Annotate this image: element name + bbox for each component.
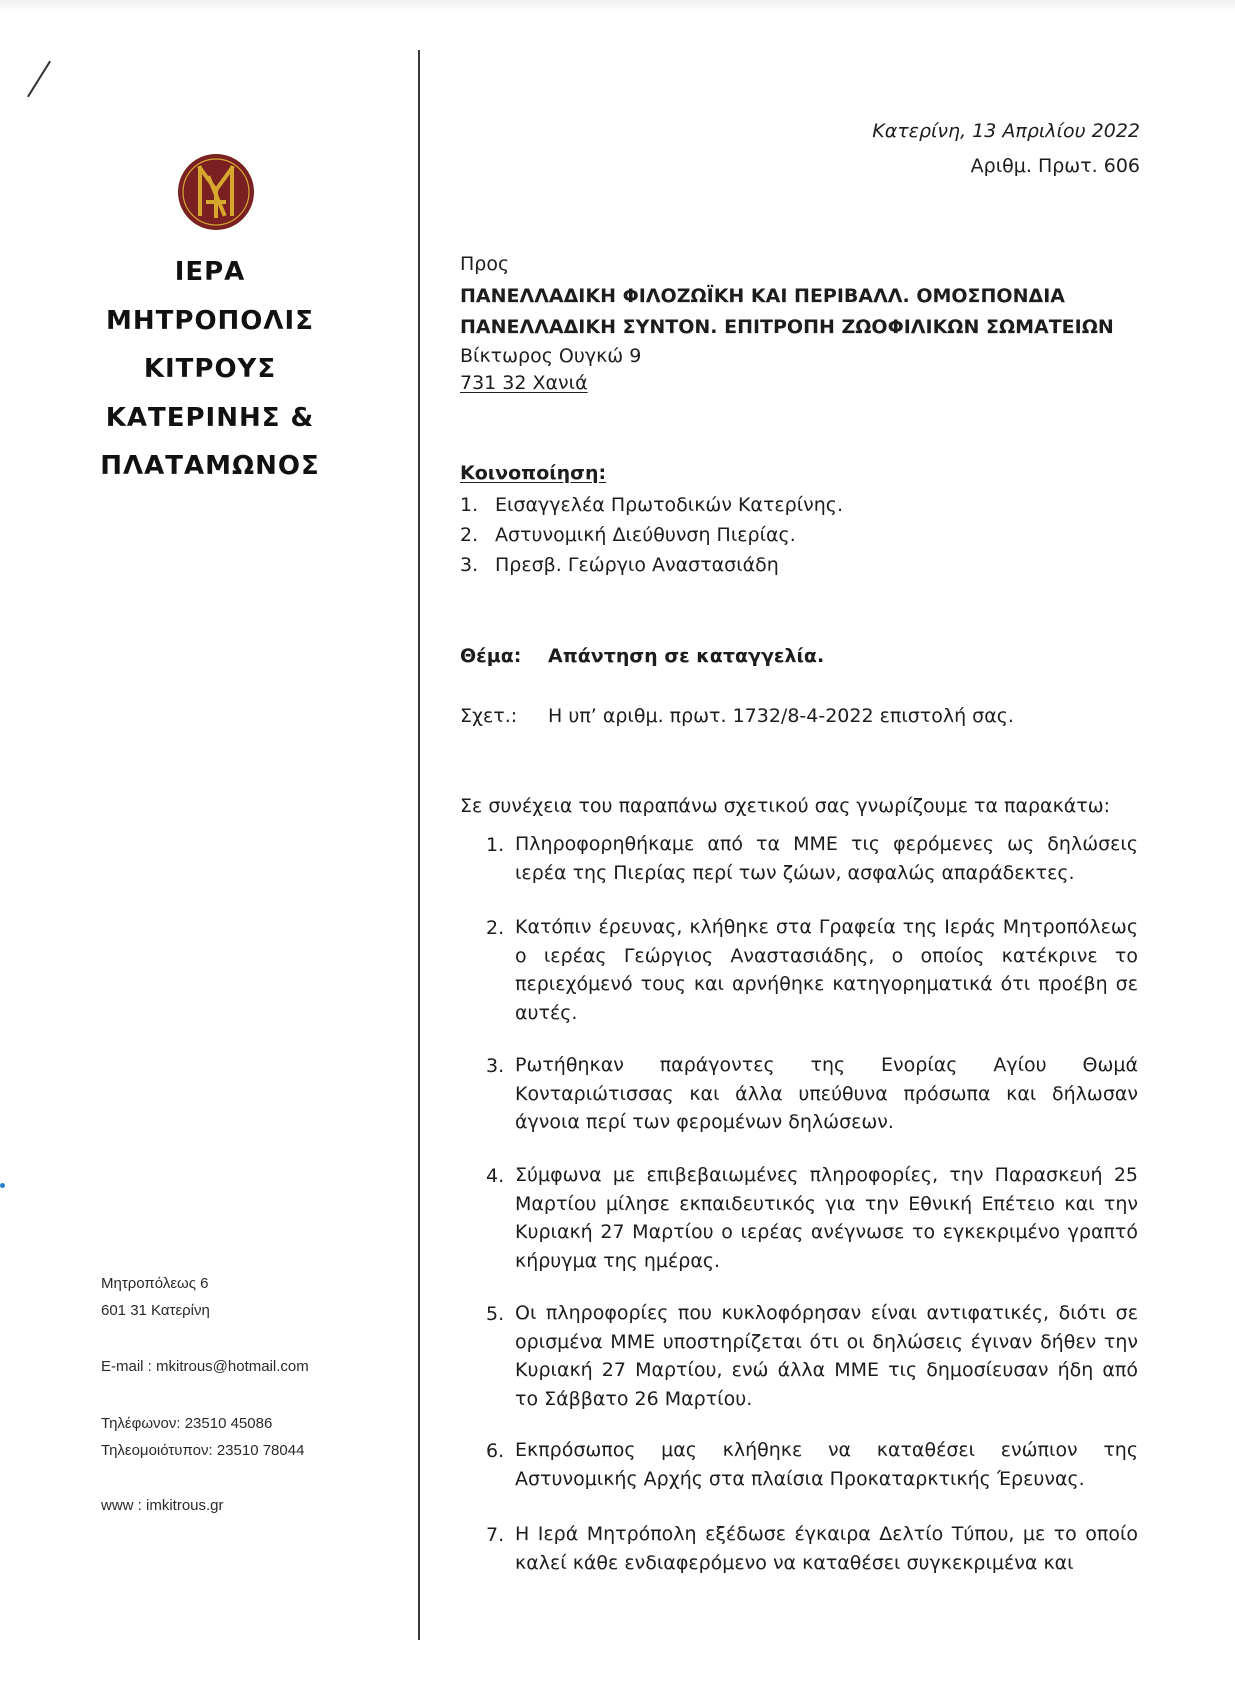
recipient-name-line: ΠΑΝΕΛΛΑΔΙΚΗ ΦΙΛΟΖΩΪΚΗ ΚΑΙ ΠΕΡΙΒΑΛΛ. ΟΜΟΣΠΟΝΔΙΑ xyxy=(460,285,1065,307)
org-name-line: ΜΗΤΡΟΠΟΛΙΣ xyxy=(106,305,314,336)
org-name-line: ΚΙΤΡΟΥΣ xyxy=(143,354,277,384)
cc-item-number: 2. xyxy=(460,524,479,546)
protocol-number: Αριθμ. Πρωτ. 606 xyxy=(970,155,1140,177)
subject-label: Θέμα: xyxy=(460,645,522,667)
point-text: Η Ιερά Μητρόπολη εξέδωσε έγκαιρα Δελτίο Τύπου, με το οποίο καλεί κάθε ενδιαφερόμενο να καταθέσει συγκεκριμένα και xyxy=(515,1523,1138,1574)
cc-item-number: 3. xyxy=(460,554,479,576)
point-number: 2. xyxy=(486,917,505,939)
cc-item xyxy=(460,554,779,576)
website-link[interactable]: www : imkitrous.gr xyxy=(101,1497,224,1514)
pen-mark xyxy=(27,61,51,98)
fax-number: Τηλεομοιότυπον: 23510 78044 xyxy=(101,1442,305,1459)
point-text: Πληροφορηθήκαμε από τα ΜΜΕ τις φερόμενες ως δηλώσεις ιερέα της Πιερίας περί των ζώων, ασφαλώς απαράδεκτες. xyxy=(515,833,1138,884)
recipient-city: 731 32 Χανιά xyxy=(460,372,588,394)
point-text: Σύμφωνα με επιβεβαιωμένες πληροφορίες, την Παρασκευή 25 Μαρτίου μίλησε εκπαιδευτικός για την Εθνική Επέτειο και την Κυριακή 27 Μαρτίου ο ιερέας ανέγνωσε το εγκεκριμένο γραπτό κήρυγμα της ημέρας. xyxy=(515,1164,1138,1272)
email-link[interactable]: E-mail : mkitrous@hotmail.com xyxy=(101,1358,309,1375)
point-number: 7. xyxy=(486,1524,505,1546)
org-name-line: ΚΑΤΕΡΙΝΗΣ & xyxy=(105,402,315,433)
cc-item-text: Αστυνομική Διεύθυνση Πιερίας. xyxy=(495,524,796,546)
cc-item xyxy=(460,494,844,516)
point-number: 4. xyxy=(486,1165,505,1187)
cc-item-text: Εισαγγελέα Πρωτοδικών Κατερίνης. xyxy=(495,494,844,516)
recipient-name-line: ΠΑΝΕΛΛΑΔΙΚΗ ΣΥΝΤΟΝ. ΕΠΙΤΡΟΠΗ ΖΩΟΦΙΛΙΚΩΝ ΣΩΜΑΤΕΙΩΝ xyxy=(460,316,1114,338)
scan-top-edge xyxy=(0,0,1235,14)
subject-text: Απάντηση σε καταγγελία. xyxy=(548,645,825,667)
postal-code-city: 601 31 Κατερίνη xyxy=(101,1302,210,1319)
organization-name xyxy=(60,248,360,491)
org-name-line: ΙΕΡΑ xyxy=(174,257,246,287)
reference-label: Σχετ.: xyxy=(460,705,518,727)
cc-label: Κοινοποίηση: xyxy=(460,462,607,484)
recipient-street: Βίκτωρος Ουγκώ 9 xyxy=(460,345,642,367)
point-number: 6. xyxy=(486,1440,505,1462)
cc-item-text: Πρεσβ. Γεώργιο Αναστασιάδη xyxy=(495,554,779,576)
point-number: 5. xyxy=(486,1303,505,1325)
cc-item xyxy=(460,524,796,546)
point-text: Εκπρόσωπος μας κλήθηκε να καταθέσει ενώπιον της Αστυνομικής Αρχής στα πλαίσια Προκαταρκτικής Έρευνας. xyxy=(515,1439,1138,1490)
place-date: Κατερίνη, 13 Απριλίου 2022 xyxy=(872,120,1140,142)
phone-number: Τηλέφωνον: 23510 45086 xyxy=(101,1415,273,1432)
reference-text: Η υπ’ αριθμ. πρωτ. 1732/8-4-2022 επιστολή σας. xyxy=(548,705,1014,727)
metropolis-seal-icon xyxy=(176,152,256,232)
column-divider xyxy=(418,50,420,1640)
point-text: Κατόπιν έρευνας, κλήθηκε στα Γραφεία της Ιεράς Μητροπόλεως ο ιερέας Γεώργιος Αναστασιάδης, ο οποίος κατέκρινε το περιεχόμενό τους και αρνήθηκε κατηγορηματικά ότι προέβη σε αυτές. xyxy=(515,916,1138,1024)
point-text: Οι πληροφορίες που κυκλοφόρησαν είναι αντιφατικές, διότι σε ορισμένα ΜΜΕ υποστηρίζεται ότι οι δηλώσεις έγιναν δήθεν την Κυριακή 27 Μαρτίου, ενώ άλλα ΜΜΕ τις δημοσίευσαν ήδη από το Σάββατο 26 Μαρτίου. xyxy=(515,1302,1138,1410)
cc-item-number: 1. xyxy=(460,494,479,516)
address-line: Μητροπόλεως 6 xyxy=(101,1275,209,1292)
recipient-label: Προς xyxy=(460,253,510,275)
point-text: Ρωτήθηκαν παράγοντες της Ενορίας Αγίου Θωμά Κονταριώτισσας και άλλα υπεύθυνα πρόσωπα και δήλωσαν άγνοια περί των φερομένων δηλώσεων. xyxy=(515,1054,1138,1133)
point-number: 3. xyxy=(486,1055,505,1077)
point-number: 1. xyxy=(486,834,505,856)
ink-dot xyxy=(0,1183,5,1188)
body-intro: Σε συνέχεια του παραπάνω σχετικού σας γνωρίζουμε τα παρακάτω: xyxy=(460,795,1111,817)
org-name-line: ΠΛΑΤΑΜΩΝΟΣ xyxy=(100,451,320,481)
